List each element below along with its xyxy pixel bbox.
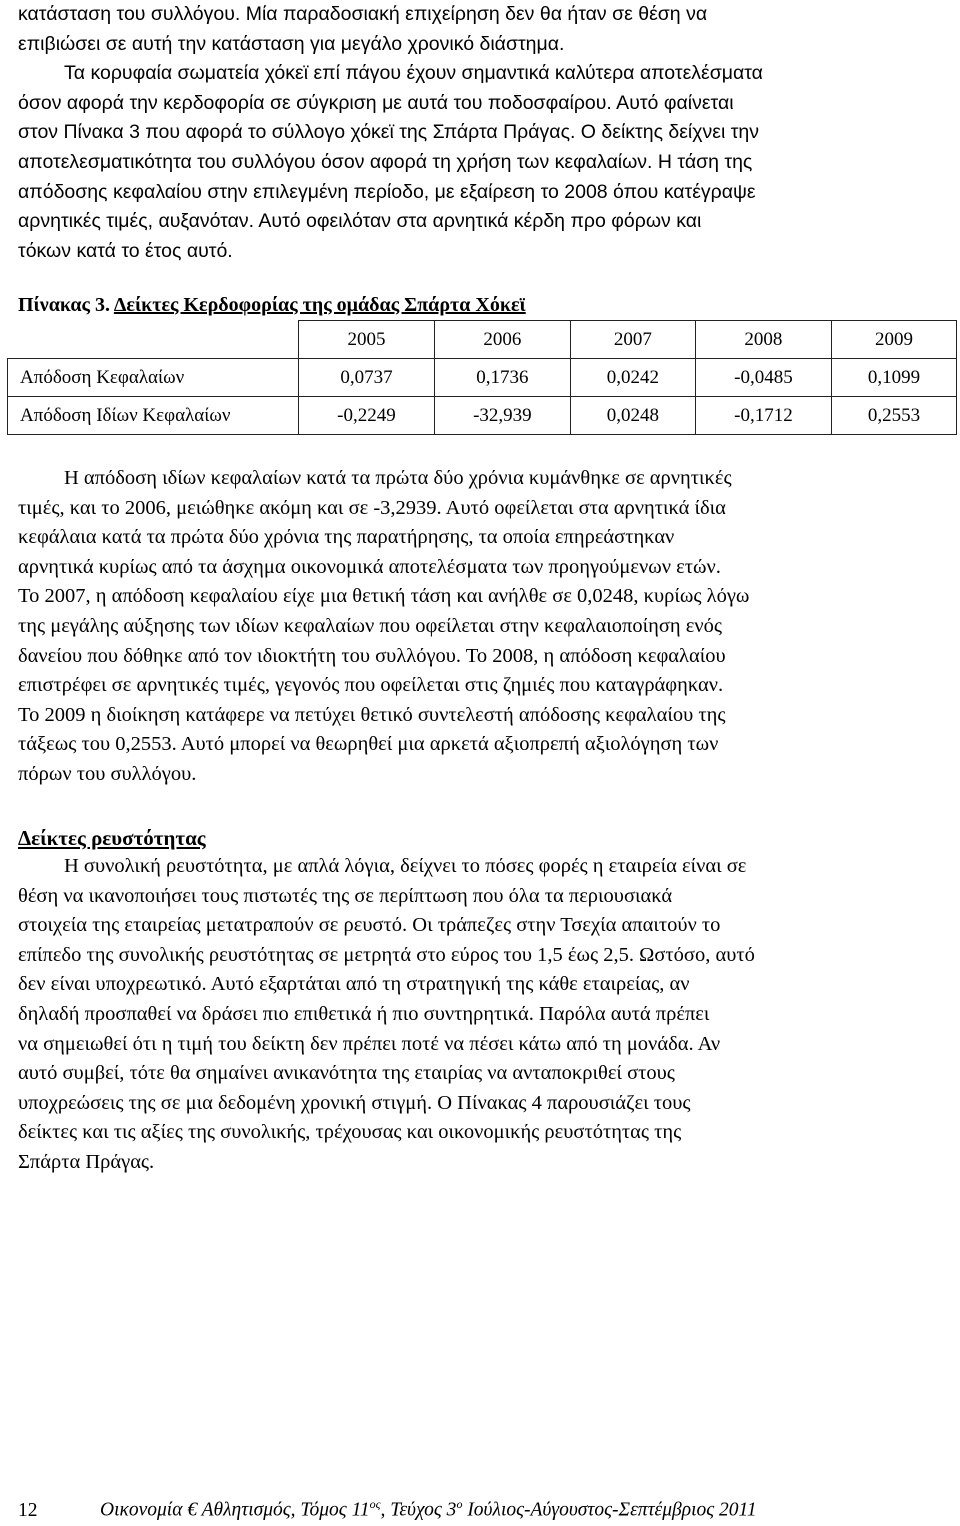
year-header: 2007 — [570, 321, 695, 359]
text-line: της μεγάλης αύξησης των ιδίων κεφαλαίων που οφείλεται στην κεφαλαιοποίηση ενός — [18, 614, 722, 637]
text-line: επιστρέφει σε αρνητικές τιμές, γεγονός που οφείλεται στις ζημιές που καταγράφηκαν. — [18, 674, 724, 697]
page-footer — [18, 1497, 943, 1522]
section-heading: Δείκτες ρευστότητας — [18, 826, 206, 850]
roe-paragraph — [18, 464, 943, 790]
text-line: κατάσταση του συλλόγου. Μία παραδοσιακή επιχείρηση δεν θα ήταν σε θέση να — [18, 3, 708, 25]
year-header: 2006 — [434, 321, 570, 359]
text-line: τόκων κατά το έτος αυτό. — [18, 239, 233, 262]
year-header: 2005 — [299, 321, 435, 359]
table-corner-cell — [8, 321, 299, 359]
text-line: στον Πίνακα 3 που αφορά το σύλλογο χόκεϊ της Σπάρτα Πράγας. Ο δείκτης δείχνει την — [18, 121, 759, 144]
volume-superscript: ος — [369, 1497, 381, 1511]
text-line: Σπάρτα Πράγας. — [18, 1150, 155, 1173]
text-line: δηλαδή προσπαθεί να δράσει πιο επιθετικά ή πιο συντηρητικά. Παρόλα αυτά πρέπει — [18, 1002, 710, 1025]
text-line: όσον αφορά την κερδοφορία σε σύγκριση με αυτά του ποδοσφαίρου. Αυτό φαίνεται — [18, 91, 734, 114]
issue-superscript: ο — [456, 1497, 463, 1511]
text-line: Η συνολική ρευστότητα, με απλά λόγια, δείχνει το πόσες φορές η εταιρεία είναι σε — [64, 855, 747, 877]
table-cell: 0,2553 — [831, 397, 956, 435]
text-line: Τα κορυφαία σωματεία χόκεϊ επί πάγου έχουν σημαντικά καλύτερα αποτελέσματα — [64, 62, 763, 85]
text-line: τιμές, και το 2006, μειώθηκε ακόμη και σε -3,2939. Αυτό οφείλεται στα αρνητικά ίδια — [18, 496, 726, 519]
text-line: στοιχεία της εταιρείας μετατραπούν σε ρευστό. Οι τράπεζες στην Τσεχία απαιτούν το — [18, 914, 721, 937]
profitability-table — [7, 320, 957, 435]
text-line: επιβιώσει σε αυτή την κατάσταση για μεγάλο χρονικό διάστημα. — [18, 32, 565, 55]
year-header: 2008 — [695, 321, 831, 359]
table-caption-label: Πίνακας 3. — [18, 294, 110, 316]
table-row — [8, 359, 957, 397]
issue-label: , Τεύχος 3 — [380, 1499, 457, 1521]
table-cell: 0,1736 — [434, 359, 570, 397]
table-row — [8, 397, 957, 435]
table-cell: 0,1099 — [831, 359, 956, 397]
table-cell: -0,0485 — [695, 359, 831, 397]
row-label: Απόδοση Ιδίων Κεφαλαίων — [8, 397, 299, 435]
table-cell: 0,0737 — [299, 359, 435, 397]
text-line: απόδοσης κεφαλαίου στην επιλεγμένη περίοδο, με εξαίρεση το 2008 όπου κατέγραψε — [18, 180, 756, 203]
table-caption — [18, 294, 526, 317]
text-line: Το 2009 η διοίκηση κατάφερε να πετύχει θετικό συντελεστή απόδοσης κεφαλαίου της — [18, 703, 726, 726]
text-line: αποτελεσματικότητα του συλλόγου όσον αφορά τη χρήση των κεφαλαίων. Η τάση της — [18, 150, 753, 173]
table-cell: -0,1712 — [695, 397, 831, 435]
table-cell: 0,0248 — [570, 397, 695, 435]
intro-paragraph — [18, 0, 943, 266]
text-line: τάξεως του 0,2553. Αυτό μπορεί να θεωρηθεί μια αρκετά αξιοπρεπή αξιολόγηση των — [18, 733, 719, 756]
liquidity-paragraph — [18, 852, 943, 1178]
text-line: να σημειωθεί ότι η τιμή του δείκτη δεν πρέπει ποτέ να πέσει κάτω από τη μονάδα. Αν — [18, 1032, 721, 1055]
text-line: θέση να ικανοποιήσει τους πιστωτές της σε περίπτωση που όλα τα περιουσιακά — [18, 884, 673, 907]
text-line: υποχρεώσεις της σε μια δεδομένη χρονική στιγμή. Ο Πίνακας 4 παρουσιάζει τους — [18, 1091, 691, 1114]
text-line: δανείου που δόθηκε από τον ιδιοκτήτη του συλλόγου. Το 2008, η απόδοση κεφαλαίου — [18, 644, 726, 667]
text-line: αρνητικές τιμές, αυξανόταν. Αυτό οφειλόταν στα αρνητικά κέρδη προ φόρων και — [18, 210, 702, 233]
table-cell: -0,2249 — [299, 397, 435, 435]
text-line: δεν είναι υποχρεωτικό. Αυτό εξαρτάται από τη στρατηγική της κάθε εταιρείας, αν — [18, 973, 690, 996]
text-line: αρνητικά κυρίως από τα άσχημα οικονομικά αποτελέσματα των προηγούμενων ετών. — [18, 555, 721, 578]
page-number: 12 — [18, 1499, 38, 1521]
journal-title: Οικονομία € Αθλητισμός, Τόμος 11 — [100, 1499, 370, 1521]
text-line: πόρων του συλλόγου. — [18, 762, 197, 785]
table-cell: 0,0242 — [570, 359, 695, 397]
table-cell: -32,939 — [434, 397, 570, 435]
text-line: επίπεδο της συνολικής ρευστότητας σε μετρητά στο εύρος του 1,5 έως 2,5. Ωστόσο, αυτό — [18, 943, 755, 966]
text-line: αυτό συμβεί, τότε θα σημαίνει ανικανότητα της εταιρίας να ανταποκριθεί στους — [18, 1062, 675, 1085]
text-line: Το 2007, η απόδοση κεφαλαίου είχε μια θετική τάση και ανήλθε σε 0,0248, κυρίως λόγω — [18, 585, 750, 608]
table-header-row — [8, 321, 957, 359]
text-line: Η απόδοση ιδίων κεφαλαίων κατά τα πρώτα δύο χρόνια κυμάνθηκε σε αρνητικές — [64, 467, 732, 489]
text-line: κεφάλαια κατά τα πρώτα δύο χρόνια της παρατήρησης, τα οποία επηρεάστηκαν — [18, 526, 675, 549]
issue-months: Ιούλιος-Αύγουστος-Σεπτέμβριος 2011 — [462, 1499, 757, 1521]
text-line: δείκτες και τις αξίες της συνολικής, τρέχουσας και οικονομικής ρευστότητας της — [18, 1121, 682, 1144]
table-caption-title: Δείκτες Κερδοφορίας της ομάδας Σπάρτα Χόκεϊ — [113, 294, 526, 316]
row-label: Απόδοση Κεφαλαίων — [8, 359, 299, 397]
year-header: 2009 — [831, 321, 956, 359]
